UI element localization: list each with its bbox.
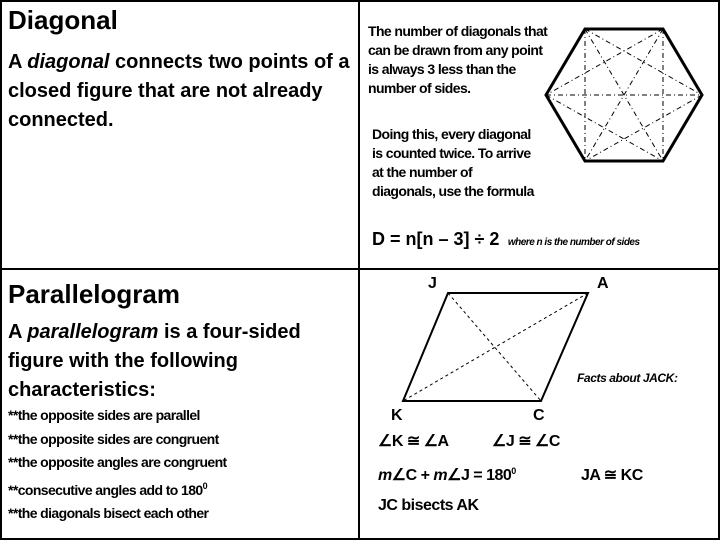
list-item: **consecutive angles add to $180^0$ (8, 480, 207, 498)
vertex-label-c: C (533, 407, 545, 424)
list-item: **the diagonals bisect each other (8, 505, 209, 521)
fact-angles-1: ∠K ≅ ∠A (378, 433, 449, 450)
degree-mark: 0 (202, 480, 207, 491)
diagonal-note-1: The number of diagonals that can be drawn from any point is always 3 less than the number of sides. (368, 23, 548, 96)
fact-sum: m∠C + m∠J = $180^0$ (378, 466, 516, 484)
fact-bisect: JC bisects AK (378, 497, 479, 514)
parallelogram-diagonals-icon (403, 293, 588, 401)
parallelogram-definition (8, 318, 353, 405)
fact-angles-2: ∠J ≅ ∠C (492, 433, 560, 450)
parallelogram-title: Parallelogram (8, 279, 180, 309)
diagonal-title: Diagonal (8, 5, 118, 35)
def-prefix: A (8, 321, 28, 343)
def-suffix: is a four-sided figure with the following characteristics: (8, 321, 301, 401)
vertex-label-j: J (428, 275, 437, 292)
characteristics-list (8, 404, 227, 526)
list-item: **the opposite angles are congruent (8, 454, 227, 470)
list-item: **the opposite sides are congruent (8, 430, 219, 447)
diagonal-formula: D = n[n – 3] ÷ 2 (372, 229, 500, 249)
formula-note: where n is the number of sides (507, 237, 640, 248)
facts-title: Facts about JACK: (577, 371, 678, 385)
def-prefix: A (8, 51, 28, 73)
list-item: **the opposite sides are parallel (8, 407, 200, 423)
diagonal-note-2: Doing this, every diagonal is counted twice. To arrive at the number of diagonals, use the formula (372, 126, 534, 199)
def-term: parallelogram (27, 321, 159, 343)
fact-sides: JA ≅ KC (581, 467, 643, 484)
hexagon-diagonals-icon (546, 29, 702, 161)
def-suffix: connects two points of a closed figure that are not already connected. (8, 51, 350, 131)
vertex-label-k: K (391, 407, 403, 424)
def-term: diagonal (27, 51, 110, 73)
vertex-label-a: A (597, 275, 609, 292)
